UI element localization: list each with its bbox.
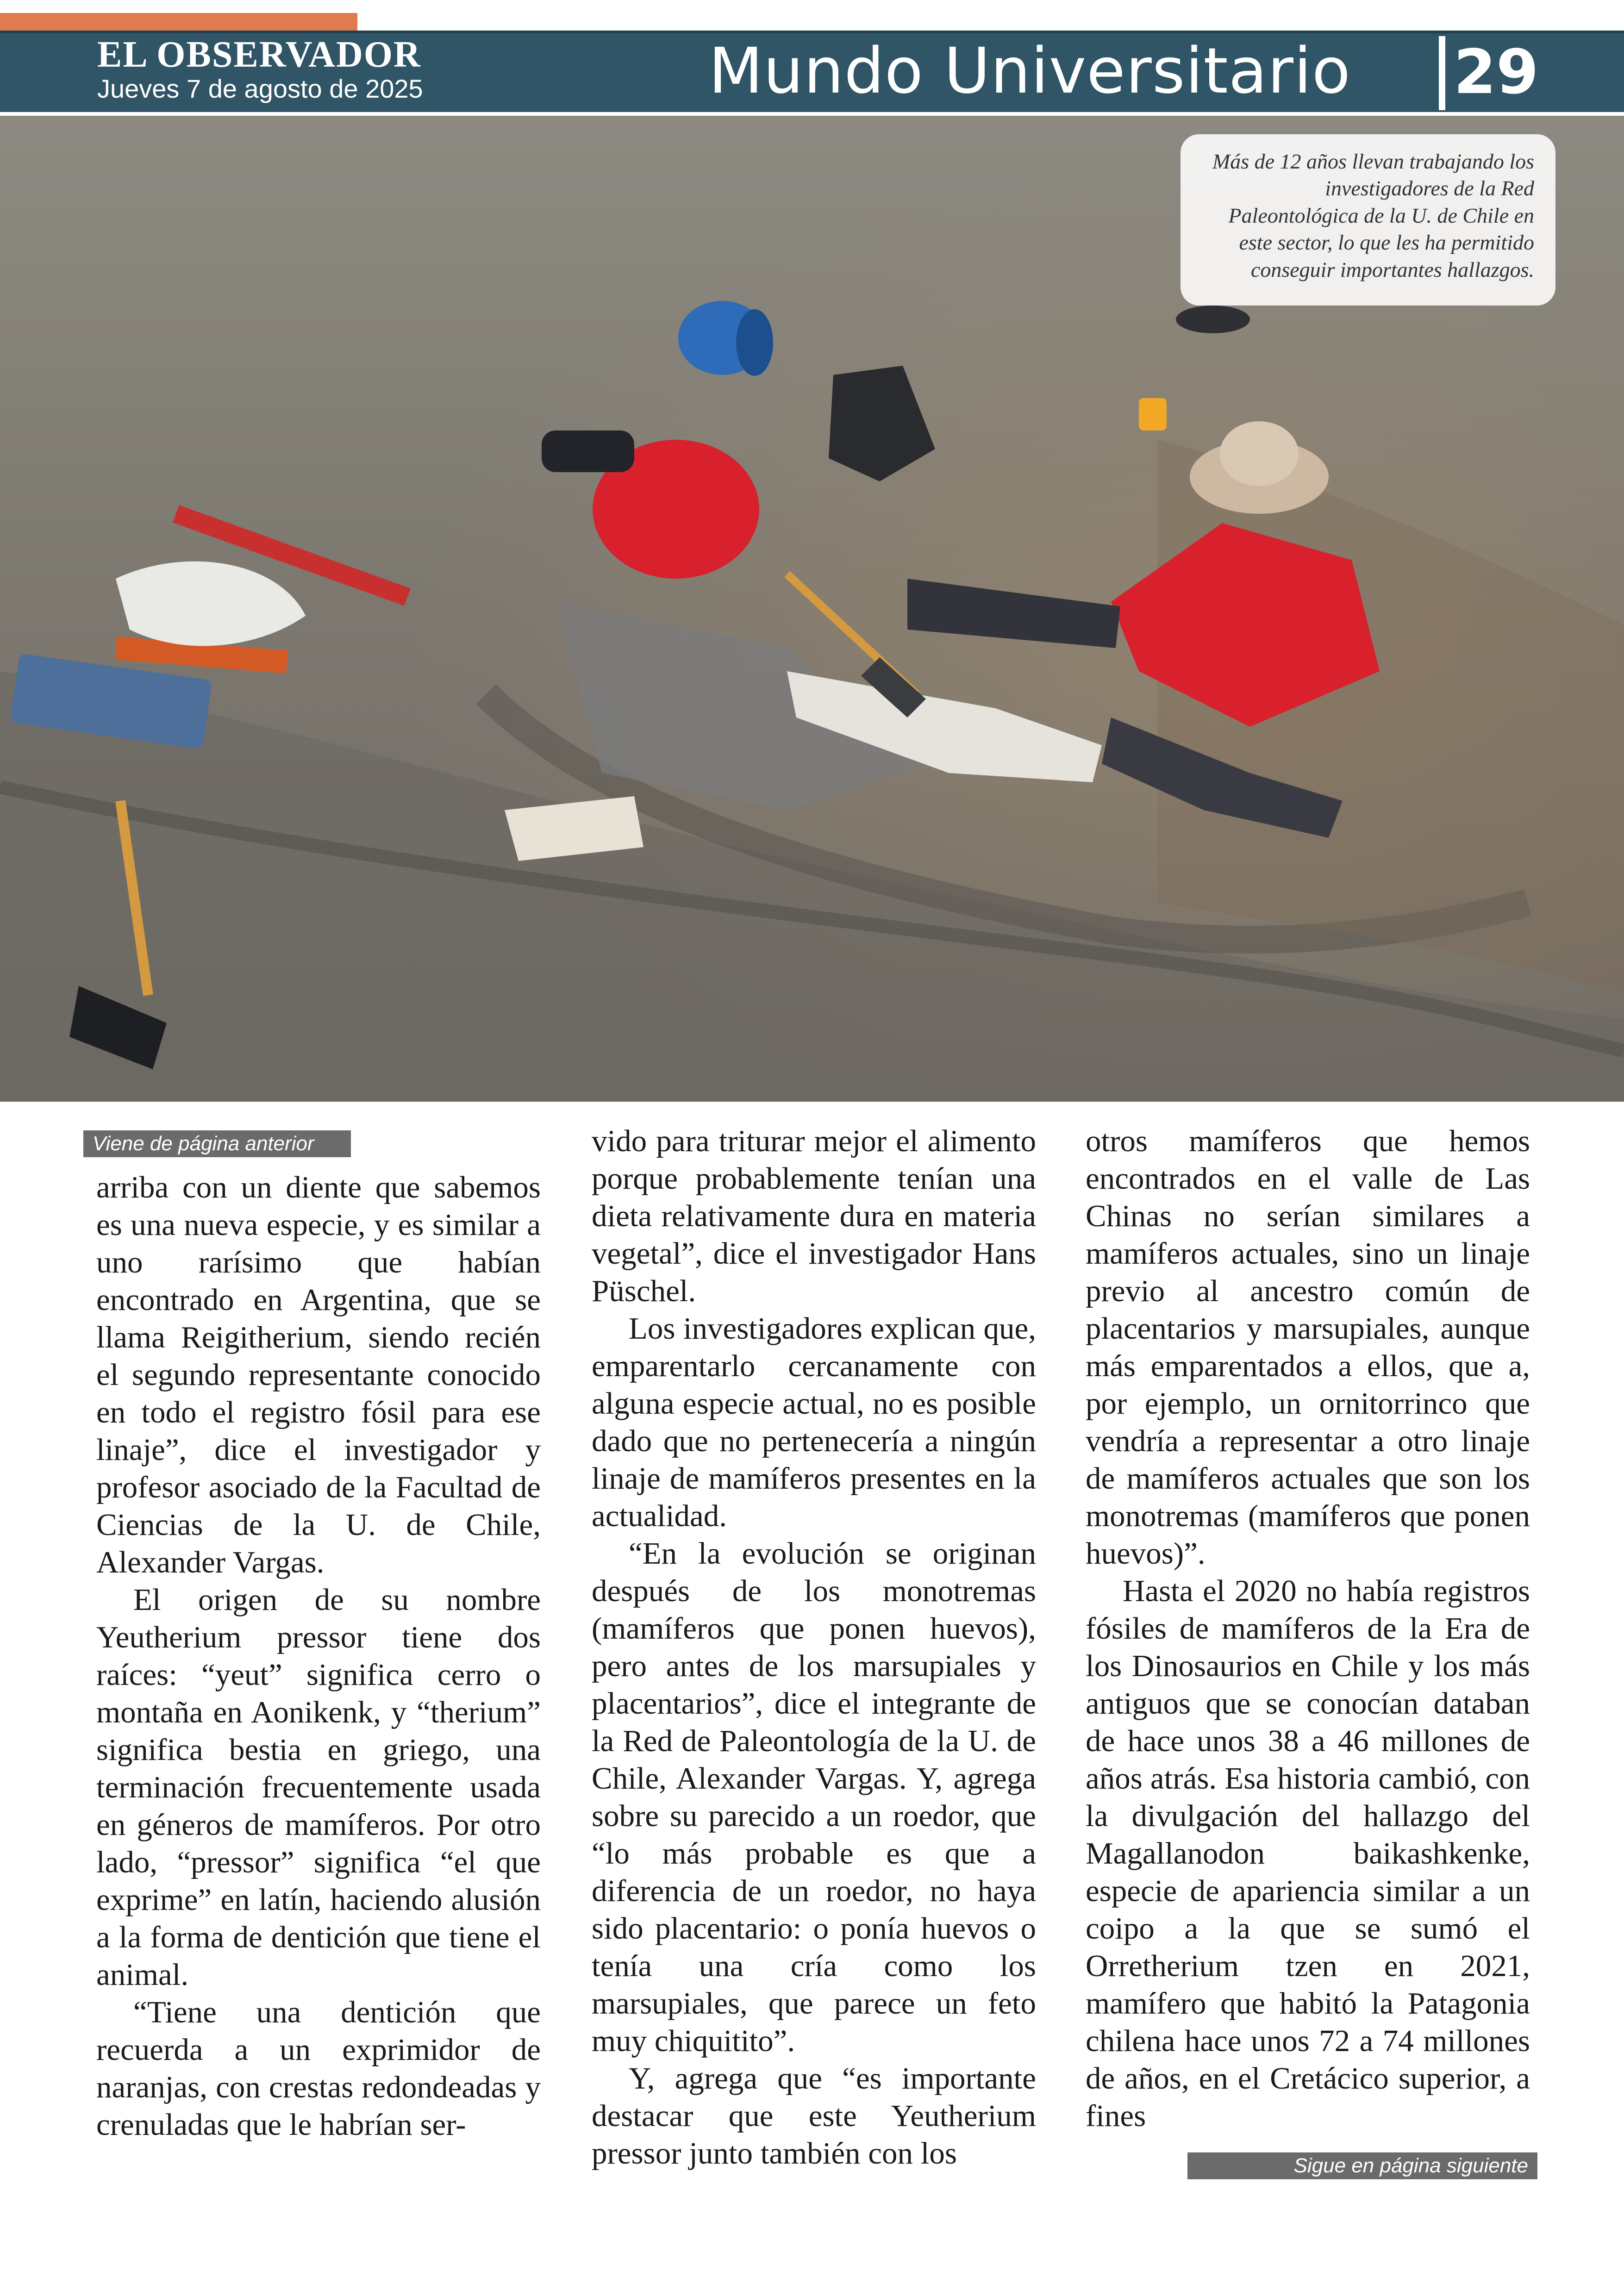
paragraph: Los investigadores explican que, emparentarlo cercanamente con alguna especie actual, no es posible dado que no pertenecería a ningún linaje de mamíferos presentes en la actualidad. [592, 1311, 1036, 1533]
photo-caption-box [1181, 134, 1555, 306]
article-column-1 [96, 1169, 541, 2144]
publication-date: Jueves 7 de agosto de 2025 [97, 74, 423, 103]
newspaper-name: EL OBSERVADOR [97, 34, 421, 75]
paragraph: Y, agrega que “es importante destacar que este Yeutherium pressor junto también con los [592, 2061, 1036, 2170]
paragraph: “En la evolución se originan después de los monotremas (mamíferos que ponen huevos), pero antes de los marsupiales y placentarios”, dice el integrante de la Red de Paleontología de la U. de Chile, Alexander Vargas. Y, agrega sobre su parecido a un roedor, que “lo más probable es que a diferencia de un roedor, no haya sido placentario: o ponía huevos o tenía una cría como los marsupiales, que parece un feto muy chiquitito”. [592, 1536, 1036, 2058]
paragraph: arriba con un diente que sabemos es una nueva especie, y es similar a uno rarísimo que habían encontrado en Argentina, que se llama Reigitherium, siendo recién el segundo representante conocido en todo el registro fósil para ese linaje”, dice el investigador y profesor asociado de la Facultad de Ciencias de la U. de Chile, Alexander Vargas. [96, 1170, 541, 1579]
page-number-divider [1439, 36, 1445, 110]
continued-from-label: Viene de página anterior [83, 1130, 351, 1157]
paragraph: Hasta el 2020 no había registros fósiles de mamíferos de la Era de los Dinosaurios en Chile y los más antiguos que se conocían databan de hace unos 38 a 46 millones de años atrás. Esa historia cambió, con la divulgación del hallazgo del Magallanodon baikashkenke, especie de apariencia similar a un coipo a la que se sumó el Orretherium tzen en 2021, mamífero que habitó la Patagonia chilena hace unos 72 a 74 millones de años, en el Cretácico superior, a fines [1086, 1574, 1530, 2133]
article-column-3 [1086, 1123, 1530, 2135]
paragraph: otros mamíferos que hemos encontrados en el valle de Las Chinas no serían similares a mamíferos actuales, sino un linaje previo al ancestro común de placentarios y marsupiales, aunque más emparentados a ellos, que a, por ejemplo, un ornitorrinco que vendría a representar a otro linaje de mamíferos actuales que son los monotremas (mamíferos que ponen huevos)”. [1086, 1124, 1530, 1571]
photo-caption: Más de 12 años llevan trabajando los investigadores de la Red Paleontológica de la U. de Chile en este sector, lo que les ha permitido conseguir importantes hallazgos. [1212, 150, 1534, 281]
paragraph: El origen de su nombre Yeutherium pressor tiene dos raíces: “yeut” significa cerro o montaña en Aonikenk, y “therium” significa bestia en griego, una terminación frecuentemente usada en géneros de mamíferos. Por otro lado, “pressor” significa “el que exprime” en latín, haciendo alusión a la forma de dentición que tiene el animal. [96, 1583, 541, 1992]
paragraph: vido para triturar mejor el alimento porque probablemente tenían una dieta relativamente dura en materia vegetal”, dice el investigador Hans Püschel. [592, 1124, 1036, 1308]
page-number: 29 [1454, 37, 1539, 108]
paragraph: “Tiene una dentición que recuerda a un exprimidor de naranjas, con crestas redondeadas y crenuladas que le habrían ser- [96, 1995, 541, 2142]
continues-on-label: Sigue en página siguiente [1187, 2152, 1537, 2179]
section-title: Mundo Universitario [708, 35, 1351, 108]
article-column-2 [592, 1123, 1036, 2172]
header-accent-bar [0, 13, 357, 31]
